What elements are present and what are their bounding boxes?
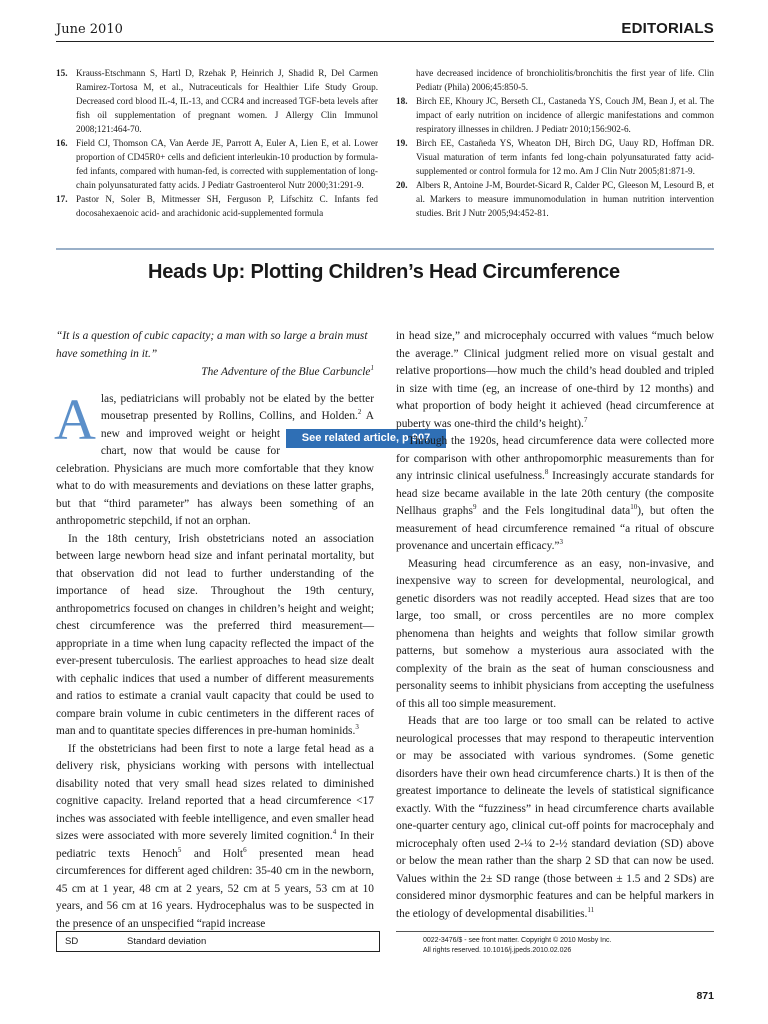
article-left-column	[54, 328, 431, 933]
doi-line: All rights reserved. 10.1016/j.jpeds.2010.02.026	[423, 947, 572, 954]
paragraph: Measuring head circumference as an easy, non-invasive, and inexpensive way to screen for developmental, neurological, and genetic disorders was not readily accepted. Head sizes that are too large, too small, or cross percentiles are no more complex phenomena than heights and weights that follow similar growth patterns, but somehow a mysterious aura associated with the complexity of the brain as the seat of human consciousness and personality seems to inhibit physicians from accepting the usefulness of this all too simple measurement.	[396, 557, 714, 710]
copyright-block	[396, 931, 714, 961]
issue-date: June 2010	[56, 22, 123, 37]
article-right-column	[396, 328, 714, 923]
reference-item: 17. Pastor N, Soler B, Mitmesser SH, Ferguson P, Lifschitz C. Infants fed docosahexaenoic acid- and arachidonic acid-supplemented formula	[56, 194, 378, 218]
reference-item: 19. Birch EE, Castañeda YS, Wheaton DH, Birch DG, Uauy RD, Hoffman DR. Visual maturation of term infants fed long-chain polyunsaturated fatty acid-supplemented or control formula for 12 mo. Am J Clin Nutr 2005;81:871-9.	[396, 138, 714, 176]
reference-item: 16. Field CJ, Thomson CA, Van Aerde JE, Parrott A, Euler A, Lien E, et al. Lower proportion of CD45R0+ cells and deficient interleukin-10 production by formula-fed infants, compared with human-fed, is corrected with supplementation of long-chain polyunsaturated fatty acids. J Pediatr Gastroenterol Nutr 2000;31:291-9.	[56, 138, 378, 190]
epigraph: “It is a question of cubic capacity; a man with so large a brain must have something in it.”	[56, 330, 368, 360]
copyright-line: 0022-3476/$ - see front matter. Copyright © 2010 Mosby Inc.	[423, 937, 612, 944]
title-divider	[56, 248, 714, 250]
related-article-link[interactable]: See related article, p 907	[286, 429, 446, 448]
epigraph-source: The Adventure of the Blue Carbuncle$^1$	[201, 364, 374, 378]
abbreviation-value: Standard deviation	[127, 936, 207, 947]
references-right-column	[396, 66, 714, 220]
references-left-column	[56, 66, 378, 220]
abbreviation-key: SD	[65, 936, 79, 947]
paragraph: Through the 1920s, head circumference data were collected more for comparison with other anthropomorphic measurements than for any intrinsic clinical usefulness.$^8$ Increasingly accurate standards for head size became available in the late 20th century (the composite Nellhaus graphs$^9$ and the Fels longitudinal data$^{10}$), but often the measurement of head circumference remained “a ritual of obscure provenance and uncertain efficacy.”$^3$	[396, 435, 714, 552]
reference-continuation: have decreased incidence of bronchiolitis/bronchitis the first year of life. Clin Pediatr (Phila) 2006;45:850-5.	[416, 68, 714, 92]
reference-item: 15. Krauss-Etschmann S, Hartl D, Rzehak P, Heinrich J, Shadid R, Del Carmen Ramirez-Tortosa M, et al., Nutraceuticals for Healthier Life Study Group. Decreased cord blood IL-4, IL-13, and CCR4 and increased TGF-beta levels after fish oil supplementation of pregnant women. J Allergy Clin Immunol 2008;121:464-70.	[56, 68, 378, 134]
paragraph: In the 18th century, Irish obstetricians noted an association between large newborn head size and infant perinatal mortality, but that observation did not lead to further understanding of the importance of head size. Throughout the 19th century, anthropometrics focused on changes in children’s height and weight; chest circumference was the preferred third measurement—appropriate in a time when lung capacity reflected the impact of the ever-present tuberculosis. The earliest approaches to head size dealt with cephalic indices that used a number of different measurements and ratios to estimate a cranial vault capacity that could be used to compare brain volume in cubic centimeters in the different races of man and to quantitate species differences in pre-human hominids.$^3$	[56, 532, 374, 737]
paragraph: If the obstetricians had been first to note a large fetal head as a delivery risk, physicians working with persons with intellectual disability noted that very small head sizes related to diminished cognitive capacity. Ireland reported that a head circumference <17 inches was associated with feeble intelligence, and even smaller head sizes were associated with more severely limited cognition.$^4$ In their pediatric texts Henoch$^5$ and Holt$^6$ presented mean head circumferences for different aged children: 35-40 cm in the newborn, 45 cm at 1 year, 48 cm at 2 years, 52 cm at 5 years, 53 cm at 10 years, and 56 cm at 16 years. Hydrocephalus was to be suspected in the presence of an unspecified “rapid increase	[56, 742, 374, 930]
page-number: 871	[696, 990, 714, 1002]
paragraph: Alas, pediatricians will probably not be elated by the better mousetrap presented by Rollins, Collins, and Holden.$^2$ See related article, p 907 A new and improved weight or height chart, now that would be cause for celebration. Physicians are much more comfortable that they know what to do with measurements and deviations on these latter graphs, but that “third parameter” has always been something of an anthropometric stepchild, if not an orphan.	[56, 391, 374, 531]
paragraph: in head size,” and microcephaly occurred with values “much below the average.” Clinical judgment relied more on visual gestalt and relative proportions—how much the child’s head doubled and tripled in size with time (eg, an increase of one-third by 12 months) and what proportion of body height it achieved (head circumference at puberty was one-third the child’s height).$^7$	[396, 330, 714, 430]
paragraph: Heads that are too large or too small can be related to active neurological processes that may respond to therapeutic intervention or may be associated with various syndromes. (Some genetic disorders have their own head circumference charts.) It is then of the greatest importance to delineate the levels of statistical significance exactly. With the “fuzziness” in head circumference charts available one-quarter century ago, clinical cut-off points for macrocephaly and microcephaly often used 2-¼ to 2-½ standard deviation (SD) above or below the mean rather than the sharp 2 SD that can now be used. Values within the 2± SD range (those between ± 1.5 and 2 SDs) are considered minor dysmorphic features and can be helpful markers in the etiology of developmental disabilities.$^{11}$	[396, 715, 714, 920]
drop-cap: A	[54, 386, 96, 452]
header-divider	[56, 41, 714, 42]
reference-item: 20. Albers R, Antoine J-M, Bourdet-Sicard R, Calder PC, Gleeson M, Lesourd B, et al. Markers to measure immunomodulation in human nutrition intervention studies. Brit J Nutr 2005;94:452-81.	[396, 180, 714, 218]
article-title: Heads Up: Plotting Children’s Head Circumference	[148, 261, 620, 283]
abbreviations-box	[56, 931, 380, 952]
section-title: EDITORIALS	[621, 20, 714, 37]
reference-item: 18. Birch EE, Khoury JC, Berseth CL, Castaneda YS, Couch JM, Bean J, et al. The impact of early nutrition on incidence of allergic manifestations and common respiratory illnesses in children. J Pediatr 2010;156:902-6.	[396, 96, 714, 134]
